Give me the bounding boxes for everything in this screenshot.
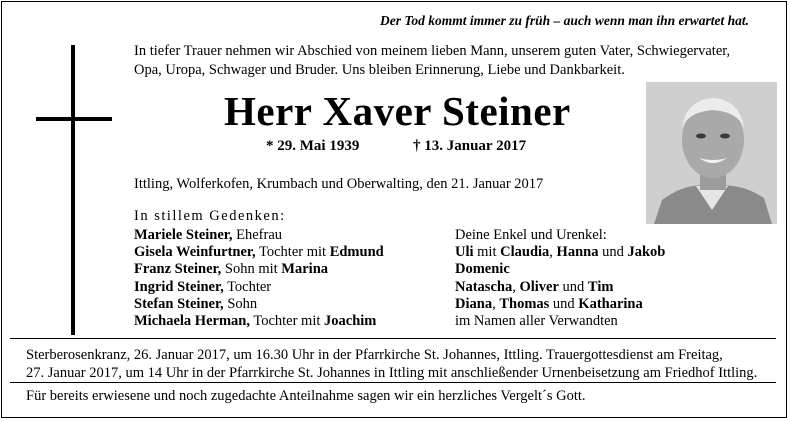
intro-line: Opa, Uropa, Schwager und Bruder. Uns bleiben Erinnerung, Liebe und Dankbarkeit. <box>134 62 625 78</box>
list-item: Diana, Thomas und Katharina <box>455 295 643 312</box>
birth-date: * 29. Mai 1939 <box>266 138 360 154</box>
list-item: Natascha, Oliver und Tim <box>455 278 614 295</box>
portrait-photo <box>646 82 777 224</box>
intro-text <box>134 42 730 80</box>
motto-quote: Der Tod kommt immer zu früh – auch wenn man ihn erwartet hat. <box>380 13 749 28</box>
list-item: Uli mit Claudia, Hanna und Jakob <box>455 244 666 261</box>
funeral-line: 27. Januar 2017, um 14 Uhr in der Pfarrkirche St. Johannes in Ittling mit anschließender Urnenbeisetzung am Friedhof Ittling. <box>26 364 758 381</box>
grandchildren-heading: Deine Enkel und Urenkel: <box>455 227 607 243</box>
list-item: Ingrid Steiner, Tochter <box>134 278 272 295</box>
divider <box>10 338 776 339</box>
place-and-date: Ittling, Wolferkofen, Krumbach und Oberwalting, den 21. Januar 2017 <box>134 176 544 192</box>
intro-line: In tiefer Trauer nehmen wir Abschied von meinem lieben Mann, unserem guten Vater, Schwiegervater, <box>134 43 731 59</box>
divider <box>10 382 776 383</box>
funeral-line: Sterberosenkranz, 26. Januar 2017, um 16.30 Uhr in der Pfarrkirche St. Johannes, Ittling. Trauergottesdienst am Freitag, <box>26 347 723 363</box>
thanks-text: Für bereits erwiesene und noch zugedachte Anteilnahme sagen wir ein herzliches Vergelt´s Gott. <box>26 388 586 404</box>
list-item: Michaela Herman, Tochter mit Joachim <box>134 313 377 330</box>
death-date: † 13. Januar 2017 <box>413 138 527 154</box>
list-item: Domenic <box>455 261 510 278</box>
list-item: Franz Steiner, Sohn mit Marina <box>134 261 329 278</box>
deceased-name: Herr Xaver Steiner <box>224 88 571 134</box>
family-list <box>134 227 384 330</box>
list-item: Mariele Steiner, Ehefrau <box>134 227 283 243</box>
mourners-heading: In stillem Gedenken: <box>134 208 286 224</box>
list-item: Stefan Steiner, Sohn <box>134 295 258 312</box>
grandchildren-list <box>455 227 665 330</box>
cross-icon <box>36 45 112 335</box>
funeral-details <box>26 347 757 382</box>
list-item: Gisela Weinfurtner, Tochter mit Edmund <box>134 244 384 261</box>
list-item: im Namen aller Verwandten <box>455 313 618 330</box>
